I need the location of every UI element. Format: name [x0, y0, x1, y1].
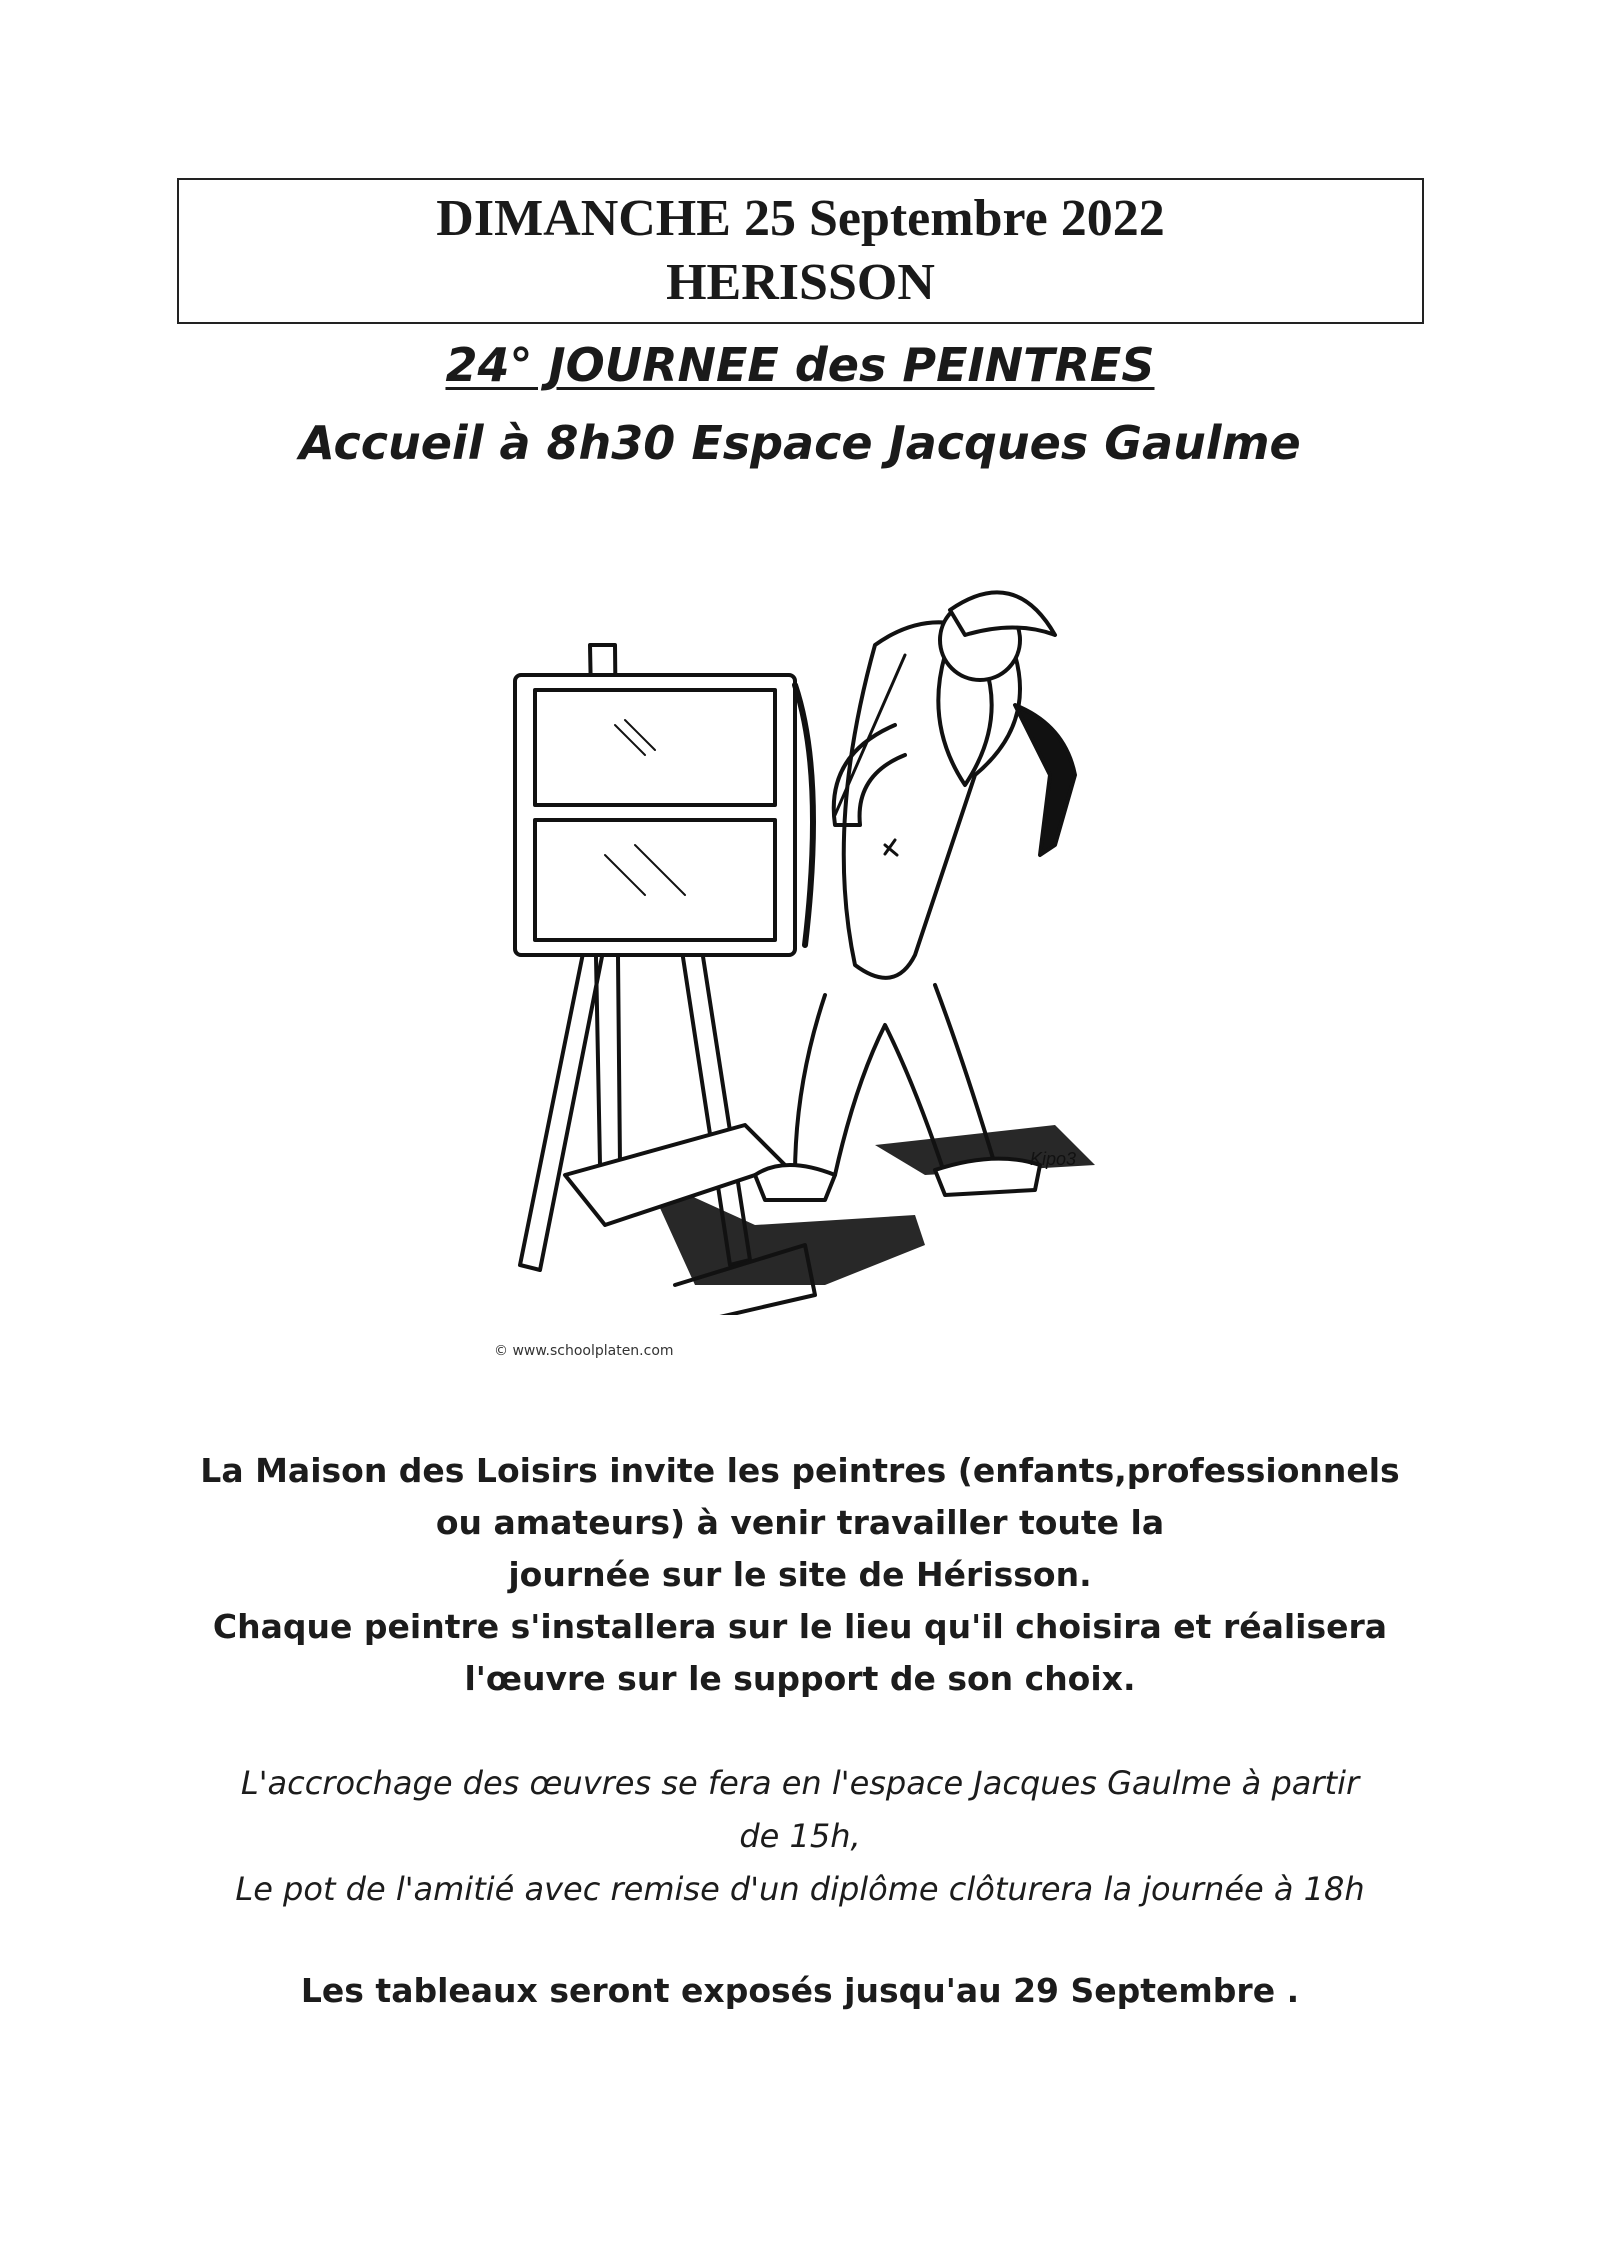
artist-signature: Kipo3 [1030, 1149, 1077, 1169]
painter-shoe [935, 1159, 1040, 1195]
painter-beret [950, 592, 1055, 635]
header-box [177, 178, 1424, 324]
painter-illustration [495, 525, 1120, 1315]
painter-scarf [1015, 705, 1075, 855]
text-line: Chaque peintre s'installera sur le lieu qu'il choisira et réalisera [212, 1607, 1388, 1646]
text-line: Le pot de l'amitié avec remise d'un diplôme clôturera la journée à 18h [235, 1870, 1365, 1908]
invitation-paragraph [0, 1445, 1600, 1705]
text-line: de 15h, [739, 1817, 861, 1855]
text-line: ou amateurs) à venir travailler toute la [435, 1503, 1165, 1542]
text-line: journée sur le site de Hérisson. [508, 1555, 1092, 1594]
exhibition-note [0, 1965, 1600, 2017]
text-line: l'œuvre sur le support de son choix. [464, 1659, 1136, 1698]
image-credit: © www.schoolplaten.com [494, 1343, 674, 1359]
text-line: L'accrochage des œuvres se fera en l'espace Jacques Gaulme à partir [240, 1764, 1360, 1802]
event-welcome: Accueil à 8h30 Espace Jacques Gaulme [299, 416, 1301, 470]
hanging-paragraph [0, 1757, 1600, 1916]
canvas-inner [535, 820, 775, 940]
canvas-inner [535, 690, 775, 805]
event-date: DIMANCHE 25 Septembre 2022 [436, 190, 1165, 247]
event-title: 24° JOURNEE des PEINTRES [445, 338, 1155, 392]
event-location: HERISSON [666, 254, 935, 311]
text-line: Les tableaux seront exposés jusqu'au 29 Septembre . [300, 1971, 1300, 2010]
painter-shoe [755, 1165, 835, 1200]
text-line: La Maison des Loisirs invite les peintres (enfants,professionnels [200, 1451, 1400, 1490]
